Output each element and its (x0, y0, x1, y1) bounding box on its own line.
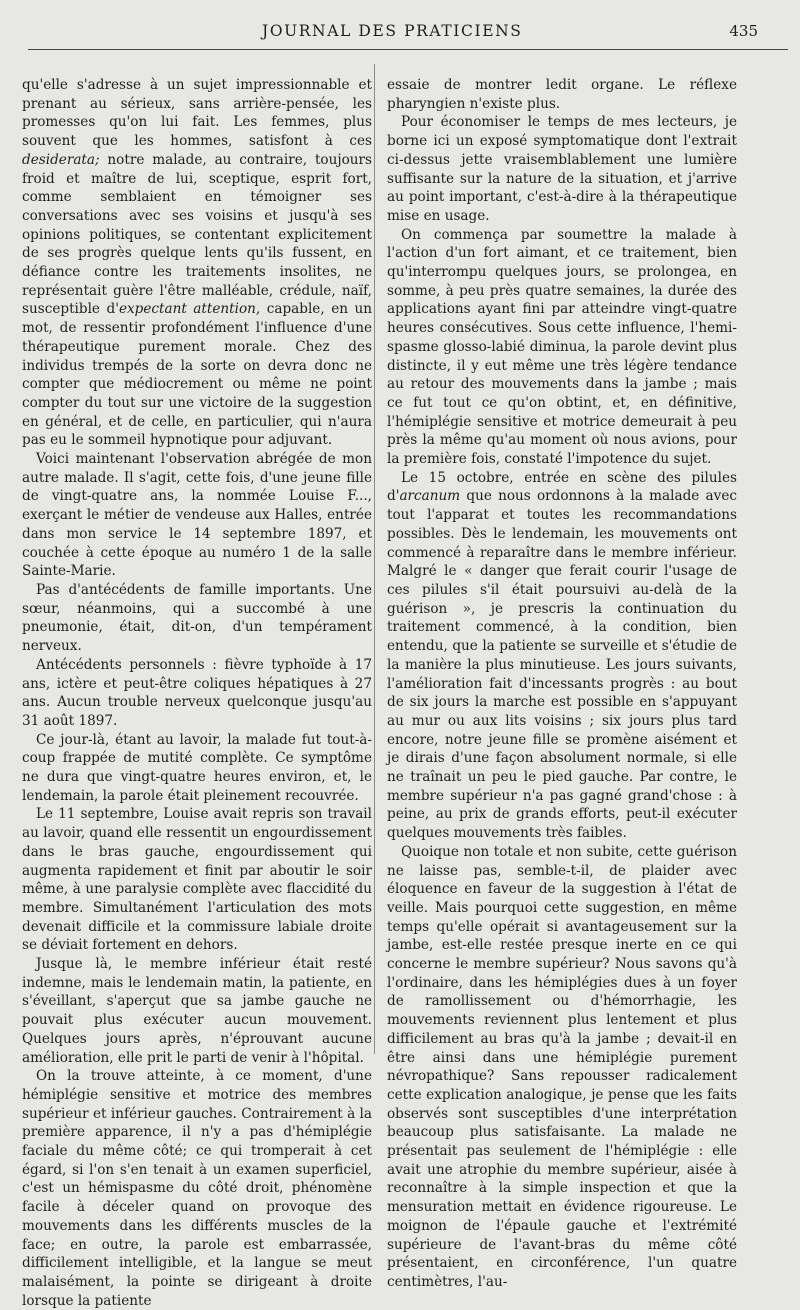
right-column (387, 76, 737, 1292)
italic-term: arcanum (399, 488, 461, 505)
journal-title: JOURNAL DES PRATICIENS (262, 22, 523, 40)
page-number: 435 (729, 22, 758, 40)
text-run: qu'elle s'adresse à un sujet impressionnable et prenant au sérieux, sans arrière-pensée, les promesses qu'on lui fait. Les femmes, plus souvent que les hommes, satisfont à ces (22, 77, 372, 150)
paragraph: Voici maintenant l'observation abrégée de mon autre malade. Il s'agit, cette fois, d'une jeune fille de vingt-quatre ans, la nommée Louise F..., exerçant le métier de vendeuse aux Halles, entrée dans mon service le 14 septembre 1897, et couchée à cette époque au numéro 1 de la salle Sainte-Marie. (22, 451, 372, 580)
paragraph: Le 11 septembre, Louise avait repris son travail au lavoir, quand elle ressentit un engourdissement dans le bras gauche, engourdissement qui augmenta rapidement et finit par aboutir le soir même, à une paralysie complète avec flaccidité du membre. Simultanément l'articulation des mots devenait difficile et la commissure labiale droite se déviait fortement en dehors. (22, 806, 372, 954)
paragraph: On commença par soumettre la malade à l'action d'un fort aimant, et ce traitement, bien qu'interrompu quelques jours, se prolongea, en somme, à peu près quatre semaines, la durée des applications ayant fini par atteindre vingt-quatre heures consécutives. Sous cette influence, l'hemi-spasme glosso-labié diminua, la parole devint plus distincte, il y eut même une très légère tendance au retour des mouvements dans la jambe ; mais ce fut tout ce qu'on obtint, et, en définitive, l'hémiplégie sensitive et motrice demeurait à peu près la même qu'au moment où nous avions, pour la première fois, constaté l'impotence du sujet. (387, 226, 737, 468)
text-run: que nous ordonnons à la malade avec tout l'apparat et toutes les recommandations possibles. Dès le lendemain, les mouvements ont commencé à reparaître dans le membre inférieur. Malgré le « danger que ferait courir l'usage de ces pilules s'il était poursuivi au-delà de la guérison », je prescris la continuation du traitement commencé, à la condition, bien entendu, que la patiente se surveille et s'étudie de la manière la plus minutieuse. Les jours suivants, l'amélioration fait d'incessants progrès : au bout de six jours la marche est possible en s'appuyant au mur ou aux lits voisins ; six jours plus tard encore, notre jeune fille se promène aisément et je dirais d'une façon absolument normale, si elle ne traînait un peu le pied gauche. Par contre, le membre supérieur n'a pas gagné grand'chose : à peine, au prix de grands efforts, peut-il exécuter quelques mouvements très faibles. (387, 488, 737, 842)
paragraph: Antécédents personnels : fièvre typhoïde à 17 ans, ictère et peut-être coliques hépatiques à 27 ans. Aucun trouble nerveux quelconque jusqu'au 31 août 1897. (22, 656, 372, 729)
text-run: notre malade, au contraire, toujours froid et maître de lui, sceptique, esprit fort, comme semblaient en témoigner ses conversations avec ses voisins et jusqu'à ses opinions politiques, se contentant explicitement de ses progrès quelque lents qu'ils fussent, en défiance contre les traitements insolites, ne représentait guère l'être malléable, crédule, naïf, susceptible d' (22, 151, 372, 318)
header-rule (28, 49, 788, 50)
paragraph (387, 469, 737, 843)
left-column (22, 76, 372, 1310)
paragraph: On la trouve atteinte, à ce moment, d'une hémiplégie sensitive et motrice des membres supérieur et inférieur gauches. Contrairement à la première apparence, il n'y a pas d'hémiplégie faciale du même côté; ce qui tromperait à cet égard, si l'on s'en tenait à un examen superficiel, c'est un hémispasme du côté droit, phénomène facile à déceler quand on provoque des mouvements dans les différents muscles de la face; en outre, la parole est embarrassée, difficilement intelligible, et la langue se meut malaisément, la pointe se dirigeant à droite lorsque la patiente (22, 1068, 372, 1309)
column-divider (374, 64, 375, 1054)
italic-term: expectant attention, (118, 301, 261, 318)
text-run: capable, en un mot, de ressentir profondément l'influence d'une thérapeutique purement morale. Chez des individus trempés de la sorte on devra donc ne compter que médiocrement ou même ne point compter du tout sur une victoire de la suggestion en général, et de celle, en particulier, qui n'aura pas eu le sommeil hypnotique pour adjuvant. (22, 301, 373, 449)
italic-term: desiderata; (22, 151, 100, 168)
paragraph: Pas d'antécédents de famille importants. Une sœur, néanmoins, qui a succombé à une pneumonie, était, dit-on, d'un tempérament nerveux. (22, 581, 372, 655)
paragraph: Quoique non totale et non subite, cette guérison ne laisse pas, semble-t-il, de plaider avec éloquence en faveur de la suggestion à l'état de veille. Mais pourquoi cette suggestion, en même temps qu'elle opérait si avantageusement sur la jambe, est-elle restée presque inerte en ce qui concerne le membre supérieur? Nous savons qu'à l'ordinaire, dans les hémiplégies dues à un foyer de ramollissement ou d'hémorrhagie, les mouvements reviennent plus lentement et plus difficilement au bras qu'à la jambe ; devait-il en être ainsi dans une hémiplégie purement névropathique? Sans repousser radicalement cette explication analogique, je pense que les faits observés sont susceptibles d'une interprétation beaucoup plus satisfaisante. La malade ne présentait pas seulement de l'hémiplégie : elle avait une atrophie du membre supérieur, aisée à reconnaître à la simple inspection et que la mensuration mettait en évidence rigoureuse. Le moignon de l'épaule gauche et l'extrémité supérieure de l'avant-bras du même côté présentaient, en circonférence, l'un quatre centimètres, l'au- (387, 843, 737, 1290)
paragraph: Jusque là, le membre inférieur était resté indemne, mais le lendemain matin, la patiente, en s'éveillant, s'aperçut que sa jambe gauche ne pouvait plus exécuter aucun mouvement. Quelques jours après, n'éprouvant aucune amélioration, elle prit le parti de venir à l'hôpital. (22, 956, 372, 1066)
paragraph (22, 76, 372, 450)
text-run: Le 15 octobre, entrée en scène des pilules d' (387, 469, 737, 505)
running-head (0, 22, 800, 46)
paragraph: Pour économiser le temps de mes lecteurs, je borne ici un exposé symptomatique dont l'extrait ci-dessus jette vraisemblablement une lumière suffisante sur la nature de la situation, et j'arrive au point important, c'est-à-dire à la thérapeutique mise en usage. (387, 114, 737, 224)
paragraph: essaie de montrer ledit organe. Le réflexe pharyngien n'existe plus. (387, 77, 737, 112)
paragraph: Ce jour-là, étant au lavoir, la malade fut tout-à-coup frappée de mutité complète. Ce symptôme ne dura que vingt-quatre heures environ, et, le lendemain, la parole était pleinement recouvrée. (22, 731, 372, 804)
